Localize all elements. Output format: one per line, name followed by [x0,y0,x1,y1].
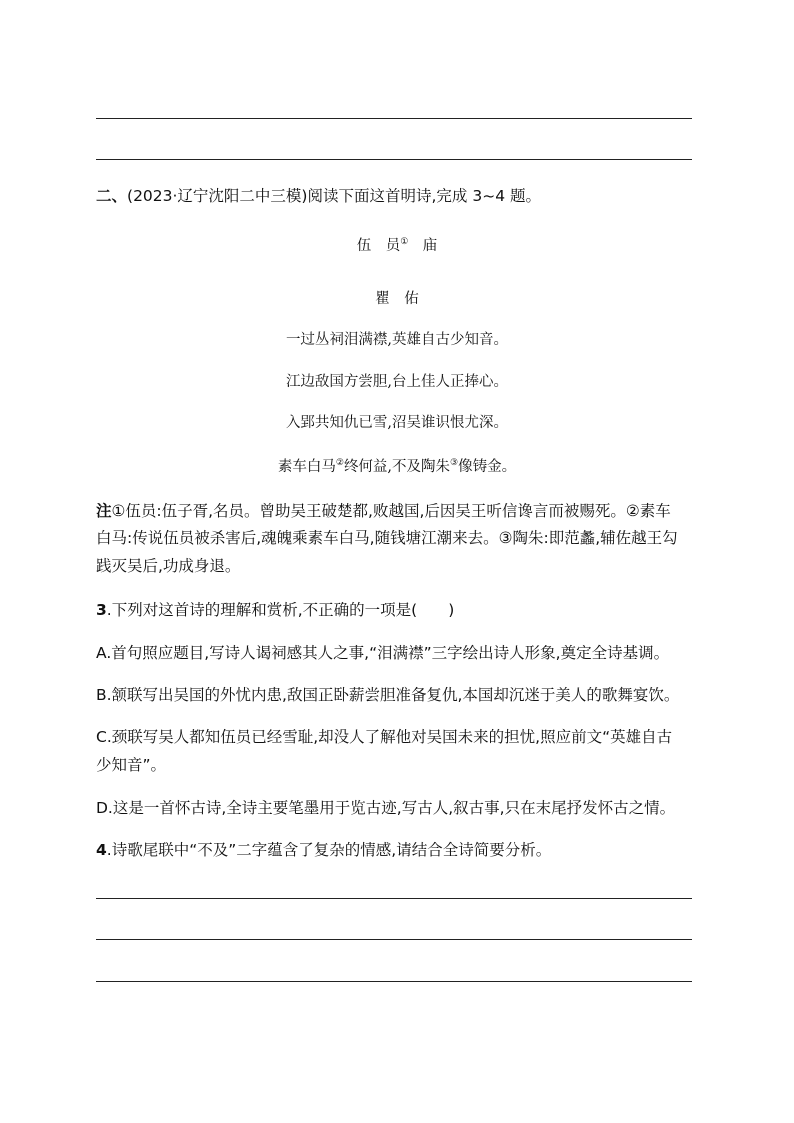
poem-title [0,236,794,256]
option-c-continued: 少知音”。 [96,756,167,774]
answer-line [96,939,692,940]
notes-line [96,501,696,521]
question-text: .下列对这首诗的理解和赏析,不正确的一项是( ) [106,601,455,619]
option-b: B.颔联写出吴国的外忧内患,敌国正卧薪尝胆准备复仇,本国却沉迷于美人的歌舞宴饮。 [96,686,680,704]
poem-line-part: 像铸金。 [458,459,517,475]
footnote-marker: ① [400,237,409,247]
answer-line [96,118,692,119]
poem-line [0,457,794,477]
notes-line: 白马:传说伍员被杀害后,魂魄乘素车白马,随钱塘江潮来去。③陶朱:即范蠡,辅佐越王勾 [96,529,678,547]
answer-line [96,898,692,899]
poem-line-part: 素车白马 [277,459,336,475]
poem-line-part: 终何益,不及陶朱 [343,459,451,475]
section-source: (2023·辽宁沈阳二中三模) [127,187,308,205]
question-3-stem [96,600,696,620]
footnote-marker: ② [335,458,344,468]
poem-title-text: 庙 [422,238,438,254]
poem-line: 入郢共知仇已雪,沼吴谁识恨尤深。 [285,415,509,431]
section-heading [96,186,696,206]
question-text: .诗歌尾联中“不及”二字蕴含了复杂的情感,请结合全诗简要分析。 [106,841,552,859]
section-instruction: 阅读下面这首明诗,完成 3~4 题。 [307,187,541,205]
question-4-stem [96,840,696,860]
poem-line: 一过丛祠泪满襟,英雄自古少知音。 [285,332,509,348]
notes-text: ①伍员:伍子胥,名员。曾助吴王破楚都,败越国,后因吴王听信谗言而被赐死。②素车 [111,502,671,520]
poem-author: 瞿 佑 [375,291,419,307]
answer-line [96,159,692,160]
notes-label: 注 [96,502,112,520]
poem-line: 江边敌国方尝胆,台上佳人正捧心。 [285,374,509,390]
poem-title-text: 伍 员 [356,238,401,254]
section-number: 二、 [96,187,128,205]
question-number: 3 [96,601,107,619]
footnote-marker: ③ [450,458,459,468]
option-d: D.这是一首怀古诗,全诗主要笔墨用于览古迹,写古人,叙古事,只在末尾抒发怀古之情。 [96,799,676,817]
question-number: 4 [96,841,107,859]
option-a: A.首句照应题目,写诗人谒祠感其人之事,“泪满襟”三字绘出诗人形象,奠定全诗基调。 [96,644,670,662]
notes-line: 践灭吴后,功成身退。 [96,557,241,575]
option-c: C.颈联写吴人都知伍员已经雪耻,却没人了解他对吴国未来的担忧,照应前文“英雄自古 [96,728,673,746]
answer-line [96,981,692,982]
